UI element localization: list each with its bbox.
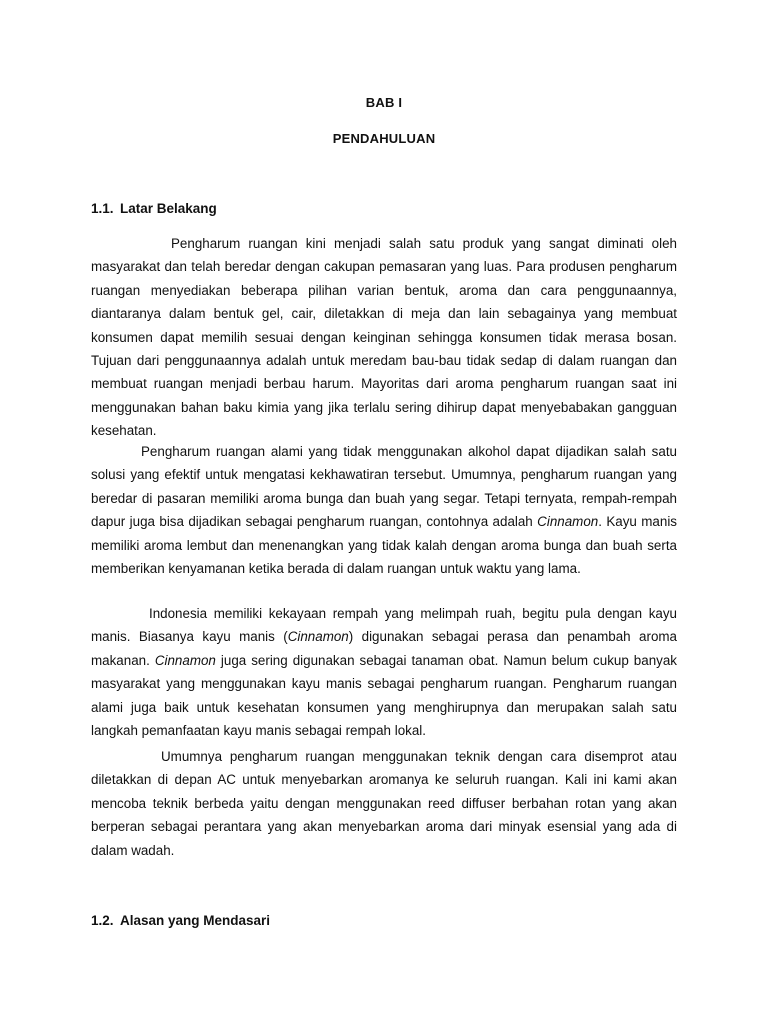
italic-term: Cinnamon — [537, 514, 599, 530]
italic-term: Cinnamon — [287, 629, 349, 645]
italic-term: Cinnamon — [154, 652, 216, 668]
section-title: Alasan yang Mendasari — [120, 913, 271, 928]
section-number: 1.1. — [91, 201, 114, 216]
paragraph-3 — [91, 602, 677, 742]
section-heading-alasan — [91, 913, 270, 928]
paragraph-text: ) digunakan sebagai perasa dan penambah aroma makanan. — [91, 629, 678, 668]
paragraph-text: Indonesia memiliki kekayaan rempah yang melimpah ruah, begitu pula dengan kayu manis. Biasanya kayu manis ( — [91, 606, 677, 645]
paragraph-text: juga sering digunakan sebagai tanaman obat. Namun belum cukup banyak masyarakat yang menggunakan kayu manis sebagai pengharum ruangan. Pengharum ruangan alami juga baik untuk kesehatan konsumen yang menghirupnya dan merupakan salah satu langkah pemanfaatan kayu manis sebagai rempah lokal. — [91, 652, 677, 739]
paragraph-2 — [91, 440, 677, 580]
paragraph-text: Umumnya pengharum ruangan menggunakan teknik dengan cara disemprot atau diletakkan di depan AC untuk menyebarkan aromanya ke seluruh ruangan. Kali ini kami akan mencoba teknik berbeda yaitu dengan menggunakan reed diffuser berbahan rotan yang akan berperan sebagai perantara yang akan menyebarkan aroma dari minyak esensial yang ada di dalam wadah. — [91, 749, 677, 858]
paragraph-text: Pengharum ruangan kini menjadi salah satu produk yang sangat diminati oleh masyarakat dan telah beredar dengan cakupan pemasaran yang luas. Para produsen pengharum ruangan menyediakan beberapa pilihan varian bentuk, aroma dan cara penggunaannya, diantaranya dalam bentuk gel, cair, diletakkan di meja dan lain sebagainya yang membuat konsumen dapat memilih sesuai dengan keinginan sehingga konsumen tidak merasa bosan. Tujuan dari penggunaannya adalah untuk meredam bau-bau tidak sedap di dalam ruangan dan membuat ruangan menjadi berbau harum. Mayoritas dari aroma pengharum ruangan saat ini menggunakan bahan baku kimia yang jika terlalu sering dihirup dapat menyebabakan gangguan kesehatan. — [91, 236, 677, 439]
section-title: Latar Belakang — [120, 201, 217, 216]
section-number: 1.2. — [91, 913, 114, 928]
paragraph-4 — [91, 745, 677, 862]
chapter-title: PENDAHULUAN — [332, 131, 436, 146]
paragraph-text: . Kayu manis memiliki aroma lembut dan menenangkan yang tidak kalah dengan aroma bunga dan buah serta memberikan kenyamanan ketika berada di dalam ruangan untuk waktu yang lama. — [91, 514, 677, 577]
section-heading-latar-belakang — [91, 201, 217, 216]
paragraph-1 — [91, 232, 677, 443]
chapter-label: BAB I — [365, 95, 403, 110]
paragraph-text: Pengharum ruangan alami yang tidak menggunakan alkohol dapat dijadikan salah satu solusi yang efektif untuk mengatasi kekhawatiran tersebut. Umumnya, pengharum ruangan yang beredar di pasaran memiliki aroma bunga dan buah yang segar. Tetapi ternyata, rempah-rempah dapur juga bisa dijadikan sebagai pengharum ruangan, contohnya adalah — [91, 444, 677, 530]
